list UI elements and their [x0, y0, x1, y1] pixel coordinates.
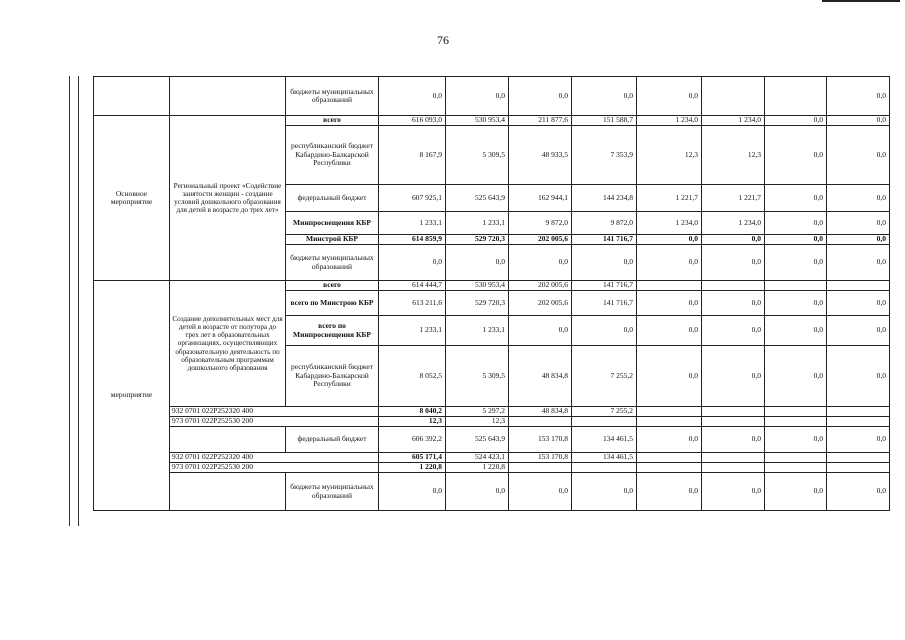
value-cell [637, 453, 702, 463]
value-cell [509, 463, 572, 473]
value-cell [827, 463, 890, 473]
value-cell: 525 643,9 [446, 427, 509, 453]
value-cell: 0,0 [637, 473, 702, 511]
value-cell: 0,0 [827, 291, 890, 316]
value-cell: 48 933,5 [509, 126, 572, 185]
value-cell: 0,0 [637, 346, 702, 407]
budget-code: 932 0701 022P252320 400 [170, 407, 379, 417]
value-cell: 0,0 [446, 473, 509, 511]
table-cell [170, 473, 286, 511]
row-source: Минпросвещения КБР [286, 212, 379, 235]
table-row [94, 427, 890, 453]
value-cell: 0,0 [509, 316, 572, 346]
value-cell: 48 834,8 [509, 346, 572, 407]
value-cell [827, 407, 890, 417]
value-cell [572, 417, 637, 427]
value-cell: 7 255,2 [572, 346, 637, 407]
budget-code: 973 0701 022P252530 200 [170, 417, 379, 427]
value-cell [765, 463, 827, 473]
table-row [94, 281, 890, 291]
value-cell: 0,0 [827, 235, 890, 245]
value-cell: 5 309,5 [446, 346, 509, 407]
row-source: республиканский бюджет Кабардино-Балкарской Республики [286, 346, 379, 407]
value-cell: 0,0 [509, 473, 572, 511]
section-description: Создание дополнительных мест для детей в возрасте от полутора до трех лет в образовательных организациях, осуществляющих образовательную деятельность по образовательным программам дошкольного образования [170, 281, 286, 407]
value-cell: 616 093,0 [379, 116, 446, 126]
value-cell: 0,0 [637, 316, 702, 346]
value-cell: 134 461,5 [572, 453, 637, 463]
value-cell: 0,0 [702, 291, 765, 316]
value-cell: 0,0 [379, 77, 446, 116]
value-cell: 525 643,9 [446, 185, 509, 212]
row-source: всего [286, 281, 379, 291]
section-description: Региональный проект «Содействие занятости женщин - создание условий дошкольного образования для детей в возрасте до трех лет» [170, 116, 286, 281]
value-cell: 0,0 [827, 346, 890, 407]
row-source: бюджеты муниципальных образований [286, 473, 379, 511]
value-cell: 12,3 [446, 417, 509, 427]
value-cell: 0,0 [765, 126, 827, 185]
value-cell [702, 281, 765, 291]
row-source: всего по Минпросвещения КБР [286, 316, 379, 346]
value-cell: 0,0 [827, 116, 890, 126]
value-cell: 144 234,8 [572, 185, 637, 212]
value-cell [765, 417, 827, 427]
value-cell: 0,0 [379, 473, 446, 511]
table-cell [170, 427, 286, 453]
value-cell: 12,3 [637, 126, 702, 185]
value-cell: 0,0 [827, 473, 890, 511]
value-cell: 0,0 [446, 77, 509, 116]
value-cell [765, 281, 827, 291]
row-source: Минстрой КБР [286, 235, 379, 245]
value-cell: 1 220,8 [446, 463, 509, 473]
value-cell: 7 255,2 [572, 407, 637, 417]
value-cell: 0,0 [765, 245, 827, 281]
value-cell: 0,0 [572, 245, 637, 281]
value-cell: 0,0 [702, 316, 765, 346]
row-source: федеральный бюджет [286, 427, 379, 453]
value-cell: 0,0 [765, 346, 827, 407]
value-cell: 141 716,7 [572, 281, 637, 291]
value-cell: 0,0 [827, 316, 890, 346]
table-row [94, 463, 890, 473]
value-cell: 0,0 [765, 212, 827, 235]
value-cell: 9 872,0 [572, 212, 637, 235]
value-cell: 151 588,7 [572, 116, 637, 126]
value-cell [702, 463, 765, 473]
value-cell: 1 220,8 [379, 463, 446, 473]
value-cell [765, 407, 827, 417]
value-cell: 0,0 [827, 126, 890, 185]
value-cell: 153 170,8 [509, 453, 572, 463]
value-cell: 0,0 [509, 245, 572, 281]
value-cell: 202 005,6 [509, 291, 572, 316]
value-cell: 0,0 [765, 291, 827, 316]
value-cell: 1 233,1 [446, 316, 509, 346]
value-cell [637, 407, 702, 417]
value-cell: 0,0 [379, 245, 446, 281]
value-cell: 1 234,0 [702, 116, 765, 126]
value-cell: 0,0 [572, 316, 637, 346]
value-cell: 606 392,2 [379, 427, 446, 453]
value-cell: 0,0 [765, 427, 827, 453]
margin-rule-outer [69, 76, 70, 526]
value-cell: 0,0 [702, 473, 765, 511]
value-cell [702, 453, 765, 463]
row-source: всего [286, 116, 379, 126]
table-cell [170, 77, 286, 116]
value-cell: 5 309,5 [446, 126, 509, 185]
table-row [94, 473, 890, 511]
value-cell: 0,0 [827, 212, 890, 235]
top-rule [822, 0, 900, 2]
value-cell: 134 461,5 [572, 427, 637, 453]
page-number: 76 [437, 33, 449, 47]
value-cell: 1 234,0 [637, 212, 702, 235]
margin-rule-inner [78, 76, 79, 526]
budget-table [93, 76, 890, 511]
value-cell: 0,0 [765, 473, 827, 511]
value-cell: 614 444,7 [379, 281, 446, 291]
value-cell: 0,0 [446, 245, 509, 281]
value-cell: 530 953,4 [446, 281, 509, 291]
value-cell: 0,0 [637, 245, 702, 281]
value-cell: 607 925,1 [379, 185, 446, 212]
value-cell [765, 453, 827, 463]
section-label: мероприятие [94, 281, 170, 511]
table-row [94, 77, 890, 116]
table-cell [94, 77, 170, 116]
value-cell: 202 005,6 [509, 235, 572, 245]
value-cell: 0,0 [827, 185, 890, 212]
value-cell: 0,0 [827, 245, 890, 281]
value-cell [572, 463, 637, 473]
section-label: Основное мероприятие [94, 116, 170, 281]
value-cell: 1 233,1 [379, 212, 446, 235]
value-cell: 605 171,4 [379, 453, 446, 463]
value-cell [637, 463, 702, 473]
value-cell [637, 417, 702, 427]
value-cell: 141 716,7 [572, 235, 637, 245]
value-cell: 1 221,7 [637, 185, 702, 212]
value-cell: 7 353,9 [572, 126, 637, 185]
value-cell [765, 77, 827, 116]
value-cell: 8 167,9 [379, 126, 446, 185]
value-cell [509, 417, 572, 427]
value-cell: 12,3 [379, 417, 446, 427]
value-cell: 0,0 [765, 235, 827, 245]
value-cell [827, 453, 890, 463]
value-cell: 0,0 [637, 291, 702, 316]
value-cell [702, 77, 765, 116]
value-cell: 0,0 [765, 116, 827, 126]
value-cell [702, 417, 765, 427]
table-row [94, 116, 890, 126]
table-row [94, 407, 890, 417]
row-source: всего по Минстрою КБР [286, 291, 379, 316]
value-cell: 12,3 [702, 126, 765, 185]
value-cell: 8 052,5 [379, 346, 446, 407]
value-cell: 0,0 [637, 235, 702, 245]
value-cell: 211 877,6 [509, 116, 572, 126]
value-cell: 141 716,7 [572, 291, 637, 316]
value-cell [827, 281, 890, 291]
row-source: республиканский бюджет Кабардино-Балкарской Республики [286, 126, 379, 185]
value-cell: 614 859,9 [379, 235, 446, 245]
row-source: бюджеты муниципальных образований [286, 245, 379, 281]
value-cell: 0,0 [827, 77, 890, 116]
value-cell: 0,0 [702, 235, 765, 245]
value-cell: 529 720,3 [446, 291, 509, 316]
value-cell: 1 234,0 [702, 212, 765, 235]
value-cell: 0,0 [702, 346, 765, 407]
value-cell: 613 211,6 [379, 291, 446, 316]
value-cell [637, 281, 702, 291]
value-cell: 0,0 [702, 427, 765, 453]
value-cell: 202 005,6 [509, 281, 572, 291]
value-cell: 529 720,3 [446, 235, 509, 245]
value-cell: 0,0 [637, 427, 702, 453]
value-cell: 5 297,2 [446, 407, 509, 417]
value-cell: 9 872,0 [509, 212, 572, 235]
table-row [94, 417, 890, 427]
value-cell: 0,0 [572, 473, 637, 511]
value-cell: 162 944,1 [509, 185, 572, 212]
value-cell: 8 040,2 [379, 407, 446, 417]
value-cell: 48 834,8 [509, 407, 572, 417]
value-cell: 153 170,8 [509, 427, 572, 453]
value-cell: 0,0 [637, 77, 702, 116]
value-cell: 1 233,1 [379, 316, 446, 346]
budget-code: 973 0701 022P252530 200 [170, 463, 379, 473]
value-cell: 0,0 [572, 77, 637, 116]
row-source: бюджеты муниципальных образований [286, 77, 379, 116]
value-cell: 1 234,0 [637, 116, 702, 126]
table-row [94, 453, 890, 463]
value-cell: 530 953,4 [446, 116, 509, 126]
value-cell: 0,0 [509, 77, 572, 116]
value-cell [702, 407, 765, 417]
value-cell: 1 221,7 [702, 185, 765, 212]
value-cell: 524 423,1 [446, 453, 509, 463]
value-cell: 0,0 [765, 316, 827, 346]
value-cell: 0,0 [827, 427, 890, 453]
budget-code: 932 0701 022P252320 400 [170, 453, 379, 463]
value-cell: 0,0 [765, 185, 827, 212]
value-cell: 1 233,1 [446, 212, 509, 235]
value-cell: 0,0 [702, 245, 765, 281]
value-cell [827, 417, 890, 427]
row-source: федеральный бюджет [286, 185, 379, 212]
